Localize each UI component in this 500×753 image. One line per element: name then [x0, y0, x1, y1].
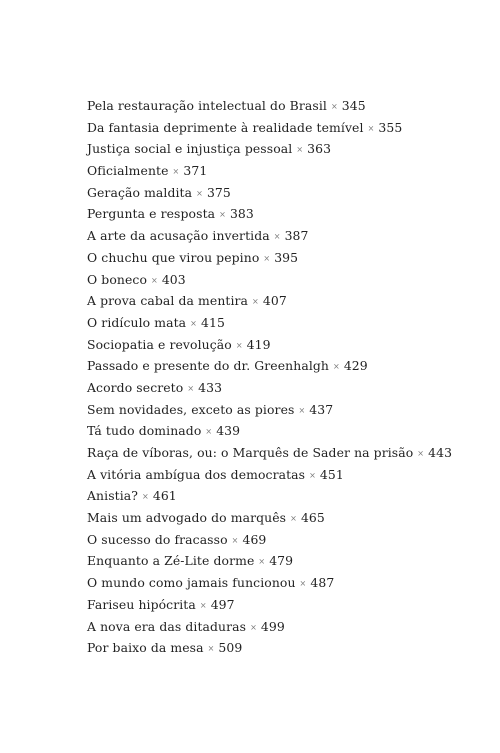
toc-entry-title: Geração maldita	[87, 184, 193, 200]
toc-separator: ×	[235, 340, 243, 350]
toc-entry	[87, 507, 487, 529]
toc-separator: ×	[187, 383, 195, 393]
toc-entry-title: Acordo secreto	[87, 379, 184, 395]
toc-entry-title: Anistia?	[87, 488, 139, 504]
toc-separator: ×	[196, 188, 203, 198]
toc-entry-page-number: 487	[310, 575, 335, 591]
toc-entry	[87, 485, 487, 507]
toc-entry	[87, 399, 487, 421]
toc-separator: ×	[172, 167, 180, 177]
toc-entry	[87, 247, 487, 269]
toc-entry-page-number: 403	[161, 271, 186, 287]
toc-entry	[87, 420, 487, 442]
toc-separator: ×	[199, 600, 207, 610]
toc-entry-title: Sem novidades, exceto as piores	[87, 401, 295, 417]
toc-entry	[87, 203, 487, 225]
toc-entry-page-number: 407	[262, 293, 287, 309]
table-of-contents	[87, 95, 487, 659]
toc-entry-title: Tá tudo dominado	[87, 423, 202, 439]
toc-entry	[87, 377, 487, 399]
toc-entry	[87, 550, 487, 572]
toc-entry	[87, 442, 487, 464]
toc-entry	[87, 355, 487, 377]
toc-entry-title: Oficialmente	[87, 163, 169, 179]
toc-entry-title: Raça de víboras, ou: o Marquês de Sader na prisão	[87, 445, 414, 460]
toc-entry-title: Da fantasia deprimente à realidade temível	[87, 119, 364, 135]
toc-separator: ×	[219, 210, 226, 220]
toc-entry-page-number: 345	[341, 98, 366, 113]
toc-separator: ×	[299, 579, 307, 589]
toc-entry-title: A arte da acusação invertida	[87, 228, 270, 244]
toc-entry	[87, 269, 487, 291]
toc-separator: ×	[290, 514, 297, 524]
toc-entry-page-number: 509	[218, 640, 243, 656]
toc-separator: ×	[330, 102, 338, 111]
toc-entry-title: Pergunta e resposta	[87, 206, 216, 222]
toc-entry-page-number: 363	[307, 141, 332, 157]
toc-entry-page-number: 371	[183, 163, 208, 179]
toc-entry-title: A nova era das ditaduras	[87, 618, 247, 634]
toc-separator: ×	[273, 232, 281, 242]
toc-entry-title: Pela restauração intelectual do Brasil	[87, 98, 327, 113]
toc-separator: ×	[298, 405, 306, 415]
toc-entry-page-number: 433	[198, 379, 223, 395]
toc-separator: ×	[231, 535, 239, 545]
toc-entry-title: O boneco	[87, 271, 148, 287]
toc-separator: ×	[190, 318, 197, 328]
toc-entry-title: O chuchu que virou pepino	[87, 249, 260, 265]
toc-entry	[87, 464, 487, 486]
toc-entry	[87, 290, 487, 312]
toc-entry	[87, 182, 487, 204]
toc-entry-title: Mais um advogado do marquês	[87, 510, 287, 526]
toc-entry	[87, 529, 487, 551]
toc-entry-page-number: 383	[229, 206, 254, 222]
toc-separator: ×	[258, 557, 266, 567]
toc-entry-title: Passado e presente do dr. Greenhalgh	[87, 358, 329, 374]
toc-separator: ×	[142, 492, 149, 502]
toc-entry	[87, 572, 487, 594]
toc-entry-page-number: 395	[274, 249, 299, 265]
toc-entry	[87, 95, 487, 117]
toc-entry-page-number: 479	[269, 553, 294, 569]
toc-entry-title: O ridículo mata	[87, 314, 187, 330]
toc-separator: ×	[417, 449, 425, 458]
toc-entry-page-number: 429	[343, 358, 368, 374]
toc-separator: ×	[296, 145, 304, 155]
toc-entry	[87, 160, 487, 182]
toc-separator: ×	[263, 253, 271, 263]
toc-entry-page-number: 499	[260, 618, 285, 634]
toc-entry-page-number: 375	[206, 184, 231, 200]
toc-entry-title: Justiça social e injustiça pessoal	[87, 141, 293, 157]
toc-separator: ×	[151, 275, 158, 285]
toc-separator: ×	[252, 297, 259, 307]
toc-separator: ×	[367, 123, 375, 133]
toc-entry-page-number: 451	[319, 466, 344, 482]
toc-separator: ×	[205, 427, 213, 437]
toc-entry-title: Fariseu hipócrita	[87, 596, 196, 612]
toc-entry	[87, 225, 487, 247]
toc-entry	[87, 594, 487, 616]
toc-entry	[87, 637, 487, 659]
toc-entry-page-number: 415	[200, 314, 225, 330]
toc-entry	[87, 616, 487, 638]
toc-separator: ×	[333, 362, 340, 372]
toc-entry-title: O sucesso do fracasso	[87, 531, 228, 547]
toc-entry-page-number: 443	[428, 445, 453, 460]
toc-entry-title: A prova cabal da mentira	[87, 293, 249, 309]
toc-separator: ×	[250, 622, 257, 632]
toc-entry-page-number: 355	[378, 119, 403, 135]
toc-separator: ×	[309, 470, 316, 480]
toc-entry	[87, 138, 487, 160]
toc-entry-title: Enquanto a Zé-Lite dorme	[87, 553, 255, 569]
toc-entry-page-number: 387	[284, 228, 309, 244]
toc-entry-title: A vitória ambígua dos democratas	[87, 466, 306, 482]
toc-entry-title: Sociopatia e revolução	[87, 336, 232, 352]
toc-entry-page-number: 465	[300, 510, 325, 526]
toc-entry-title: O mundo como jamais funcionou	[87, 575, 296, 591]
toc-entry-page-number: 497	[210, 596, 235, 612]
toc-entry-page-number: 419	[246, 336, 271, 352]
toc-entry-page-number: 439	[216, 423, 241, 439]
toc-entry-title: Por baixo da mesa	[87, 640, 204, 656]
toc-entry	[87, 117, 487, 139]
toc-separator: ×	[207, 644, 215, 654]
toc-entry	[87, 312, 487, 334]
toc-entry-page-number: 461	[152, 488, 177, 504]
toc-entry-page-number: 469	[242, 531, 267, 547]
toc-entry	[87, 334, 487, 356]
toc-entry-page-number: 437	[309, 401, 334, 417]
